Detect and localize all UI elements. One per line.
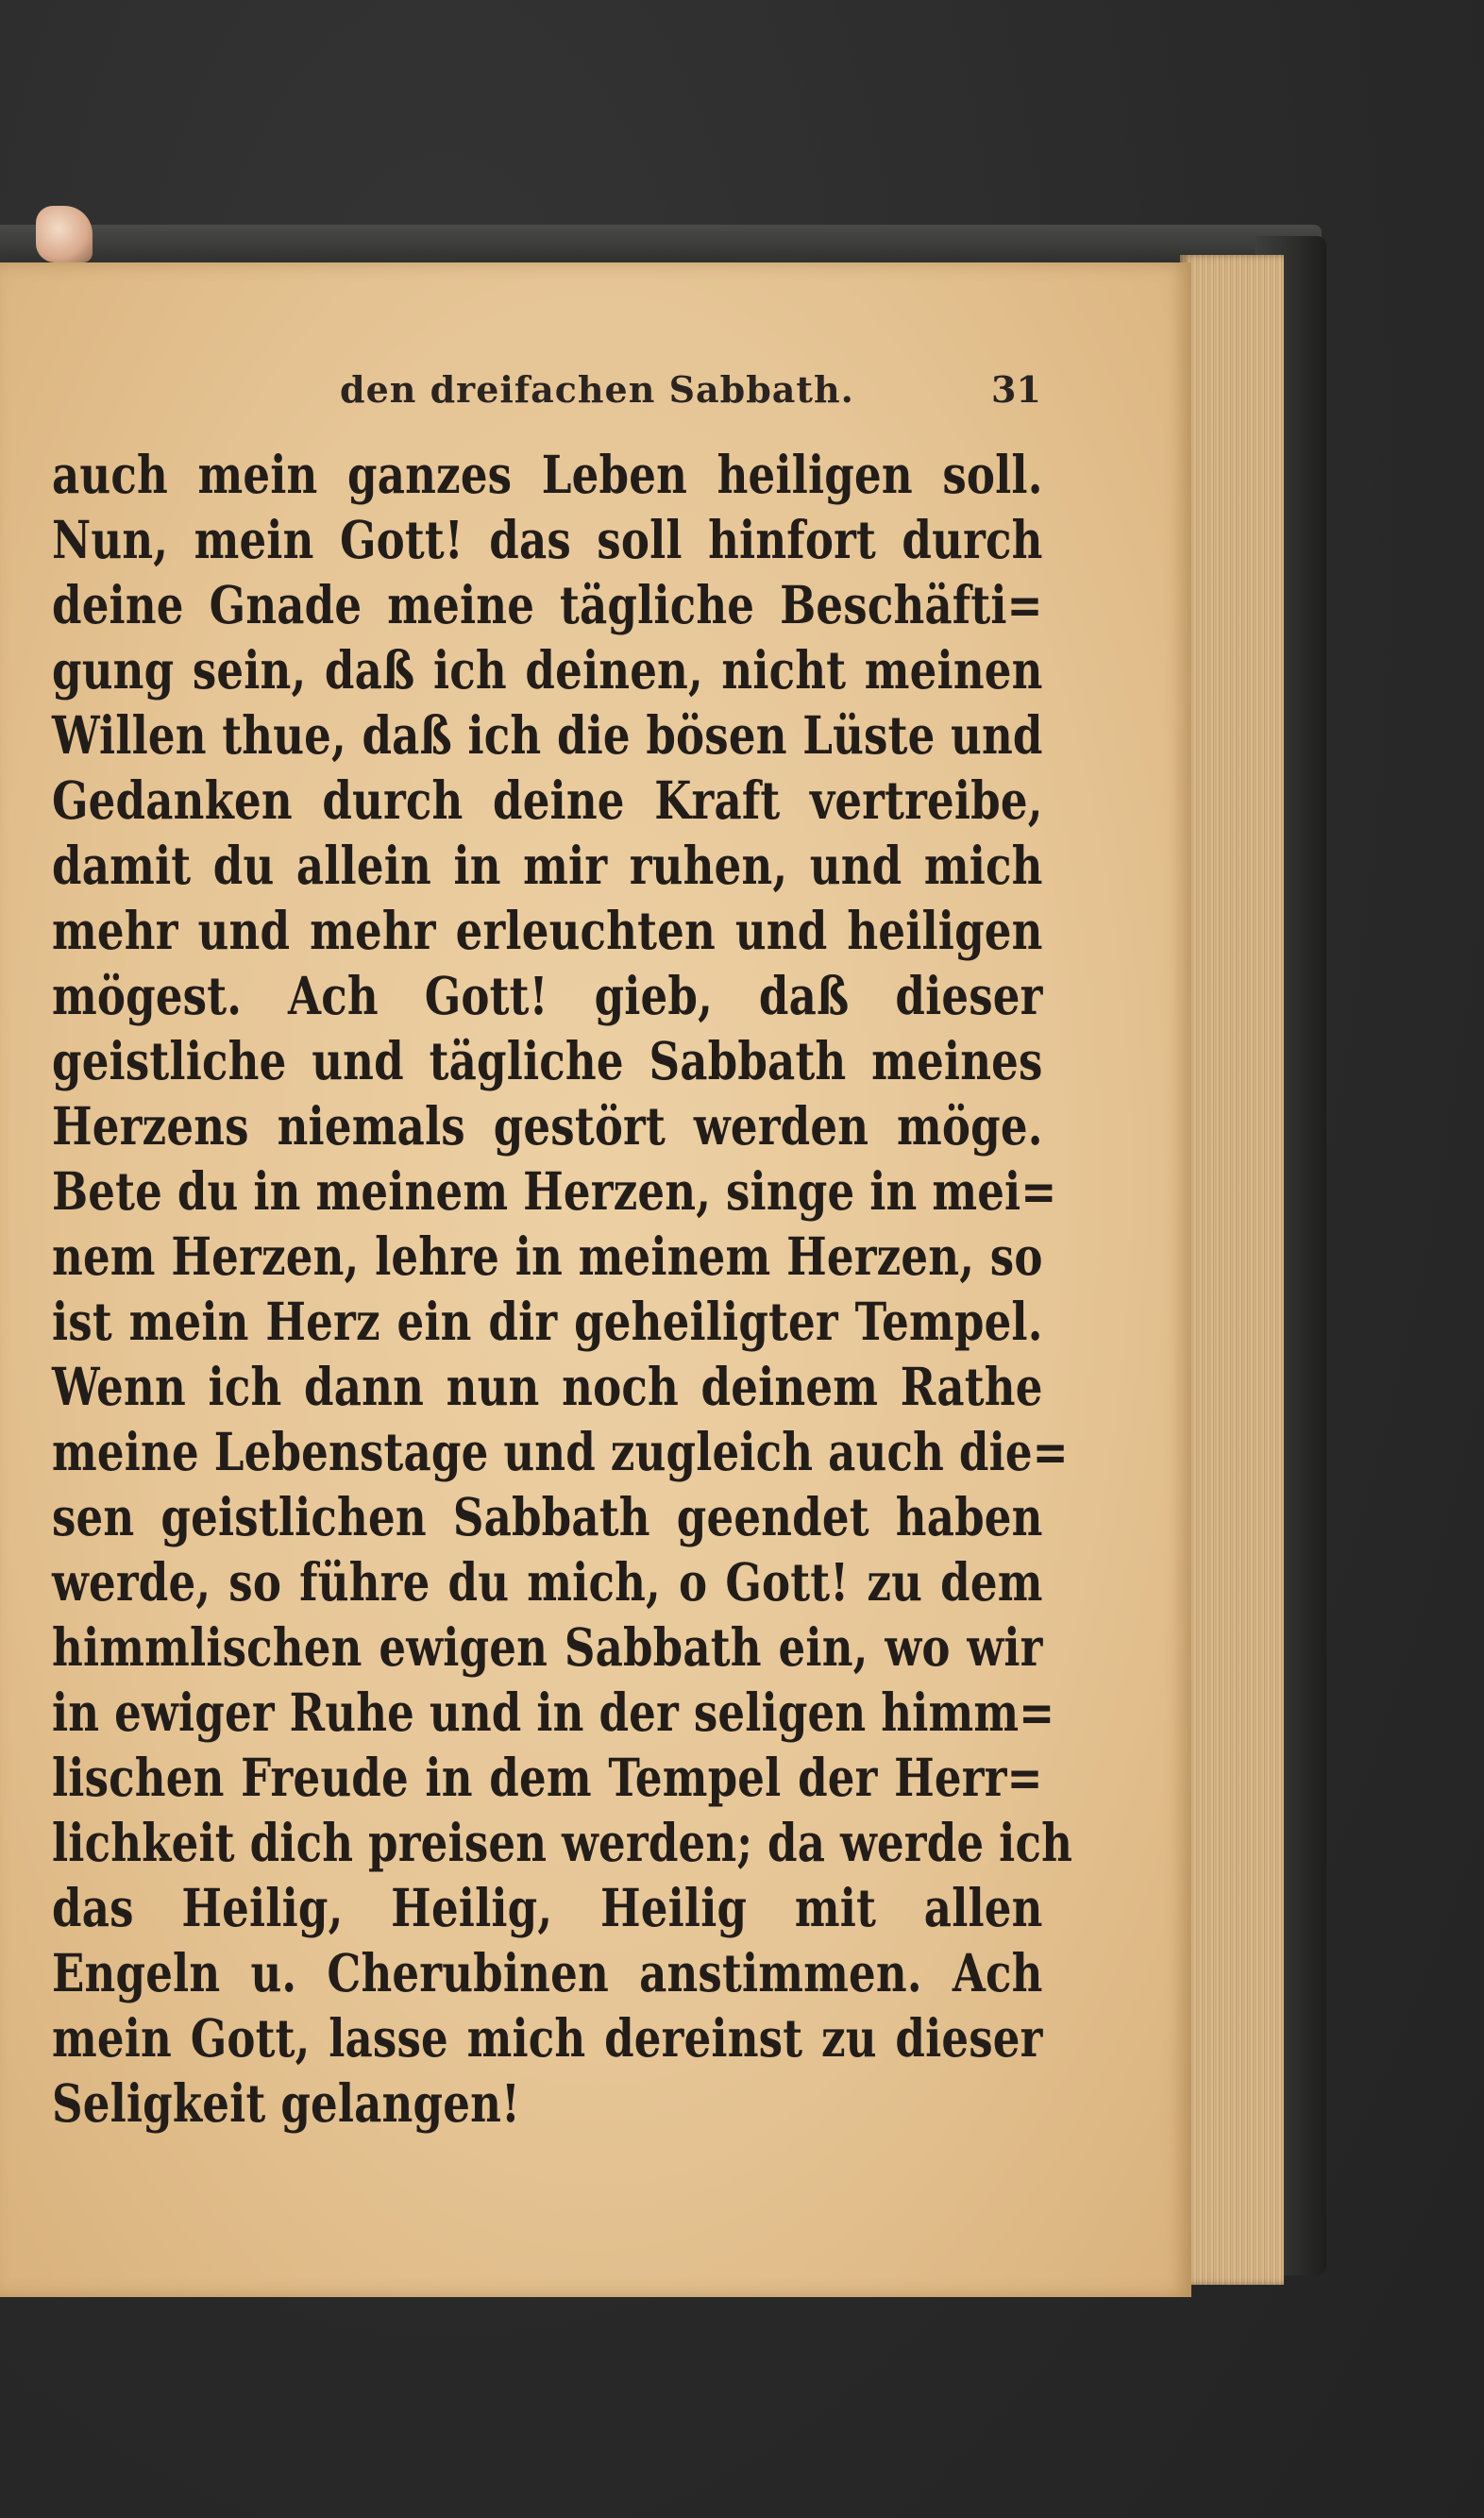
text-line: nem Herzen, lehre in meinem Herzen, so [52,1225,1043,1287]
text-line: gung sein, daß ich deinen, nicht meinen [52,639,1043,701]
text-line: in ewiger Ruhe und in der seligen himm= [52,1681,1055,1743]
text-line: Engeln u. Cherubinen anstimmen. Ach [52,1942,1043,2003]
text-line: Bete du in meinem Herzen, singe in mei= [52,1160,1057,1222]
text-line: Wenn ich dann nun noch deinem Rathe [52,1356,1043,1417]
text-line: ist mein Herz ein dir geheiligter Tempel. [52,1291,1043,1352]
text-line: lischen Freude in dem Tempel der Herr= [52,1747,1043,1808]
text-line: damit du allein in mir ruhen, und mich [52,835,1043,896]
running-title: den dreifachen Sabbath. [340,368,854,411]
text-line: mehr und mehr erleuchten und heiligen [52,900,1043,961]
text-line: werde, so führe du mich, o Gott! zu dem [52,1551,1043,1613]
page-edges [1180,255,1284,2285]
page-number: 31 [991,368,1041,411]
text-line: Seligkeit gelangen! [52,2072,520,2134]
text-line: Herzens niemals gestört werden möge. [52,1095,1043,1157]
text-line: sen geistlichen Sabbath geendet haben [52,1486,1043,1547]
bookmark-ribbon [36,206,93,262]
book-page [0,262,1191,2297]
book-cover-top-edge [0,225,1322,264]
text-line: Nun, mein Gott! das soll hinfort durch [52,509,1043,570]
text-line: deine Gnade meine tägliche Beschäfti= [52,574,1043,635]
text-line: meine Lebenstage und zugleich auch die= [52,1421,1069,1482]
page-header [0,368,1041,415]
text-line: Willen thue, daß ich die bösen Lüste und [52,704,1043,766]
text-line: lichkeit dich preisen werden; da werde ich [52,1812,1073,1873]
text-line: Gedanken durch deine Kraft vertreibe, [52,769,1043,831]
text-line: mein Gott, lasse mich dereinst zu dieser [52,2007,1043,2069]
text-line: geistliche und tägliche Sabbath meines [52,1030,1043,1091]
text-line: auch mein ganzes Leben heiligen soll. [52,444,1043,505]
text-line: himmlischen ewigen Sabbath ein, wo wir [52,1616,1043,1678]
text-line: mögest. Ach Gott! gieb, daß dieser [52,965,1043,1026]
text-line: das Heilig, Heilig, Heilig mit allen [52,1877,1043,1938]
body-text [52,442,1073,2136]
